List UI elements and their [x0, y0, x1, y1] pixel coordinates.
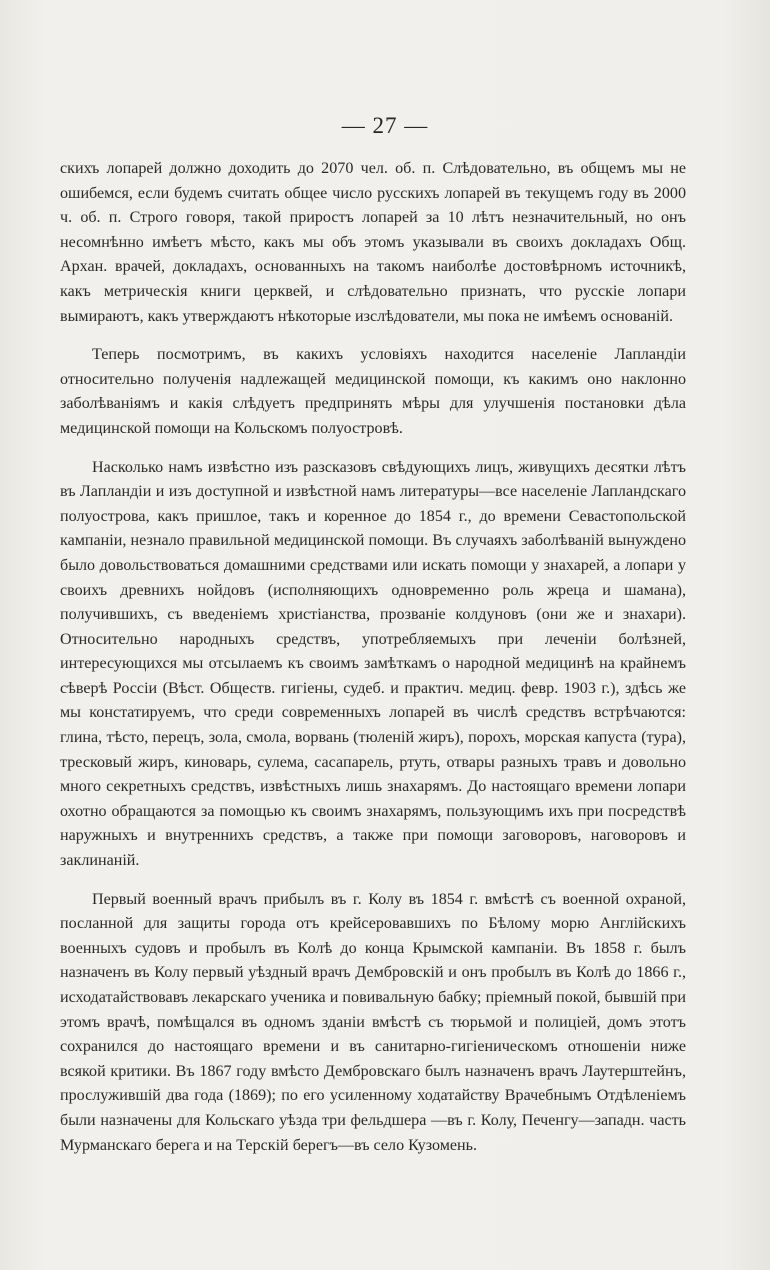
paragraph-folk-remedies: Насколько намъ извѣстно изъ разсказовъ свѣдующихъ лицъ, живущихъ десятки лѣтъ въ Лапландіи и изъ доступной и извѣстной намъ литературы—все населеніе Лапландскаго полуострова, какъ пришлое, такъ и коренное до 1854 г., до времени Севастопольской кампаніи, незнало правильной медицинской помощи. Въ случаяхъ заболѣваній вынуждено было довольствоваться домашними средствами или искать помощи у знахарей, а лопари у своихъ древнихъ нойдовъ (исполняющихъ одновременно роль жреца и шамана), получившихъ, съ введеніемъ христіанства, прозваніе колдуновъ (они же и знахари). Относительно народныхъ средствъ, употребляемыхъ при леченіи болѣзней, интересующихся мы отсылаемъ къ своимъ замѣткамъ о народной медицинѣ на крайнемъ сѣверѣ Россіи (Вѣст. Обществ. гигіены, судеб. и практич. медиц. февр. 1903 г.), здѣсь же мы констатируемъ, что среди современныхъ лопарей въ числѣ средствъ встрѣчаются: глина, тѣсто, перецъ, зола, смола, ворвань (тюленій жиръ), порохъ, морская капуста (тура), тресковый жиръ, киноварь, сулема, сасапарель, ртуть, отвары разныхъ травъ и довольно много секретныхъ средствъ, извѣстныхъ лишь знахарямъ. До настоящаго времени лопари охотно обращаются за помощью къ своимъ знахарямъ, пользующимъ ихъ при посредствѣ наружныхъ и внутреннихъ средствъ, а также при помощи заговоровъ, наговоровъ и заклинаній. [60, 458, 686, 870]
paragraph-first-military-doctor: Первый военный врачъ прибылъ въ г. Колу въ 1854 г. вмѣстѣ съ военной охраной, посланной для защиты города отъ крейсеровавшихъ по Бѣлому морю Англійскихъ военныхъ судовъ и пробылъ въ Колѣ до конца Крымской кампаніи. Въ 1858 г. былъ назначенъ въ Колу первый уѣздный врачъ Дембровскій и онъ пробылъ въ Колѣ до 1866 г., исходатайствовавъ лекарскаго ученика и повивальную бабку; пріемный покой, бывшій при этомъ врачѣ, помѣщался въ одномъ зданіи вмѣстѣ съ тюрьмой и полиціей, домъ этотъ сохранился до настоящаго времени и въ санитарно-гигіеническомъ отношеніи ниже всякой критики. Въ 1867 году вмѣсто Дембровскаго былъ назначенъ врачъ Лаутерштейнъ, прослужившій два года (1869); по его усиленному ходатайству Врачебнымъ Отдѣленіемъ были назначены для Кольскаго уѣзда три фельдшера —въ г. Колу, Печенгу—западн. часть Мурманскаго берега и на Терскій берегъ—въ село Кузомень. [60, 890, 686, 1154]
page-number: — 27 — [341, 113, 429, 138]
page-body [60, 157, 686, 1172]
paragraph-continuation: скихъ лопарей должно доходить до 2070 чел. об. п. Слѣдовательно, въ общемъ мы не ошибемся, если будемъ считать общее число русскихъ лопарей въ текущемъ году въ 2000 ч. об. п. Строго говоря, такой приростъ лопарей за 10 лѣтъ незначительный, но онъ несомнѣнно имѣетъ мѣсто, какъ мы объ этомъ указывали въ своихъ докладахъ Общ. Архан. врачей, докладахъ, основанныхъ на такомъ наиболѣе достовѣрномъ источникѣ, какъ метрическія книги церквей, и слѣдовательно признать, что русскіе лопари вымираютъ, какъ утверждаютъ нѣкоторые изслѣдователи, мы пока не имѣемъ основаній. [60, 160, 686, 325]
paragraph-medical-help: Теперь посмотримъ, въ какихъ условіяхъ находится населеніе Лапландіи относительно полученія надлежащей медицинской помощи, къ какимъ оно наклонно заболѣваніямъ и какія слѣдуетъ предпринять мѣры для улучшенія постановки дѣла медицинской помощи на Кольскомъ полуостровѣ. [60, 346, 686, 437]
